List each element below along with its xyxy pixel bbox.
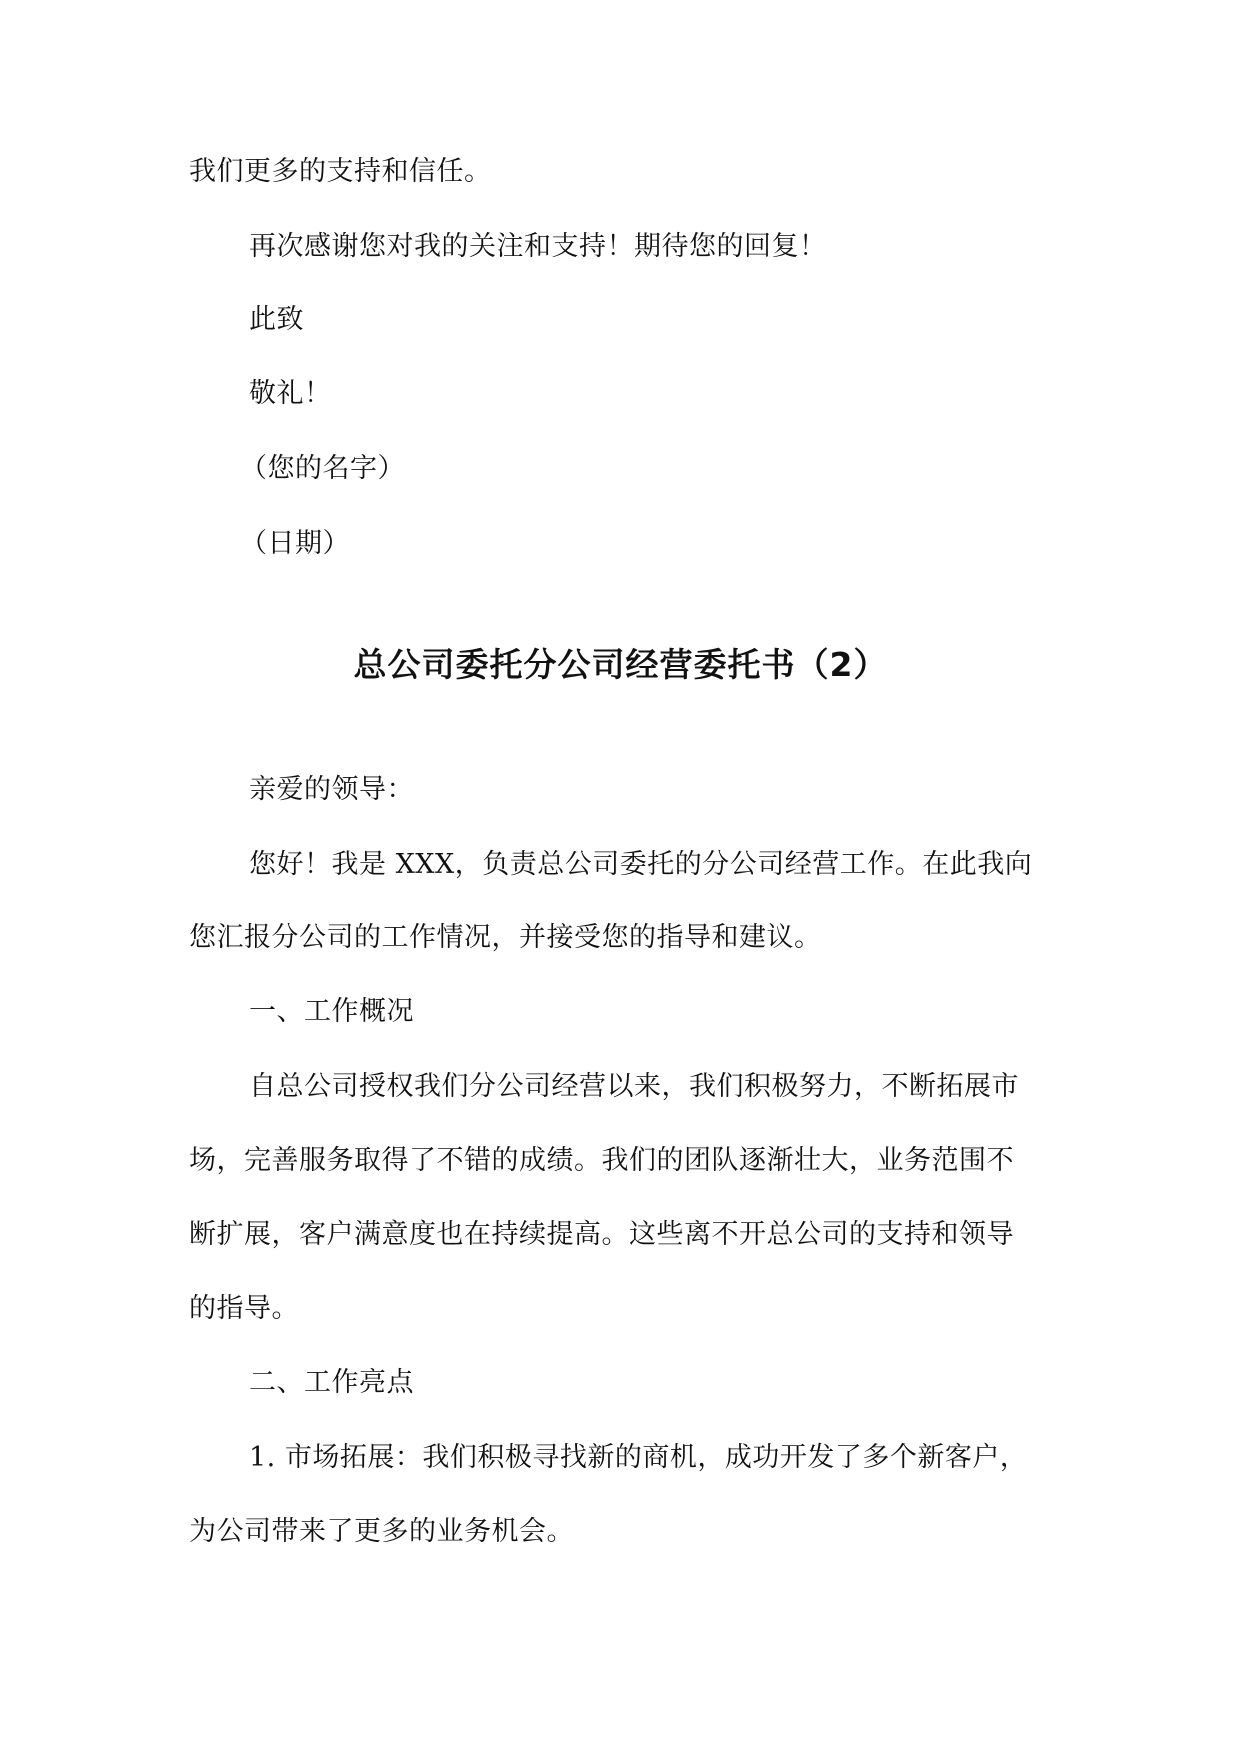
- thanks-paragraph: 再次感谢您对我的关注和支持！期待您的回复！: [249, 231, 827, 262]
- intro-line-2: 您汇报分公司的工作情况，并接受您的指导和建议。: [189, 922, 822, 953]
- continued-line: 我们更多的支持和信任。: [189, 156, 492, 187]
- date-placeholder: （日期）: [240, 528, 350, 559]
- closing-ci-zhi: 此致: [249, 304, 304, 335]
- section-1-line-2: 场，完善服务取得了不错的成绩。我们的团队逐渐壮大，业务范围不: [189, 1145, 1014, 1176]
- intro-line-1: 您好！我是 XXX，负责总公司委托的分公司经营工作。在此我向: [249, 849, 1033, 880]
- section-1-line-1: 自总公司授权我们分公司经营以来，我们积极努力，不断拓展市: [249, 1071, 1019, 1102]
- section-1-line-4: 的指导。: [189, 1293, 299, 1324]
- section-1-heading: 一、工作概况: [249, 996, 414, 1027]
- letter-title: 总公司委托分公司经营委托书（2）: [353, 645, 888, 684]
- closing-jing-li: 敬礼！: [249, 378, 332, 409]
- section-1-line-3: 断扩展，客户满意度也在持续提高。这些离不开总公司的支持和领导: [189, 1219, 1014, 1250]
- salutation: 亲爱的领导：: [249, 774, 414, 805]
- name-placeholder: （您的名字）: [240, 453, 405, 484]
- item-1-line-2: 为公司带来了更多的业务机会。: [189, 1516, 574, 1547]
- section-2-heading: 二、工作亮点: [249, 1367, 414, 1398]
- item-1-line-1: 1. 市场拓展：我们积极寻找新的商机，成功开发了多个新客户，: [249, 1442, 1028, 1473]
